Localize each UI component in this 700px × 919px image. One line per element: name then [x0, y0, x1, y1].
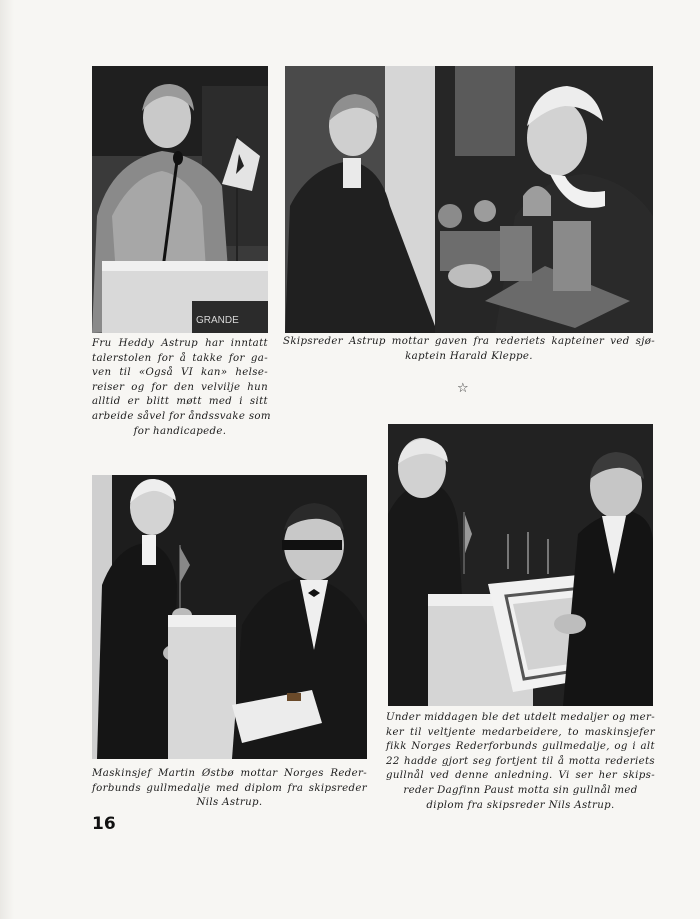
caption-line: forbunds gullmedalje med diplom fra skipsreder — [92, 782, 367, 794]
page-edge — [0, 0, 14, 919]
caption-line: arbeide såvel for åndssvake som — [92, 410, 271, 422]
caption-line: for handicapede. — [133, 425, 227, 437]
caption-line: alltid er blitt møtt med i sitt — [92, 396, 268, 408]
page-number: 16 — [92, 814, 116, 834]
caption-line: 22 hadde gjort seg fortjent til å motta rederiets — [386, 755, 655, 767]
caption-line: reder Dagfinn Paust motta sin gullnål med — [403, 784, 638, 796]
caption-line: Maskinsjef Martin Østbø mottar Norges Reder- — [92, 768, 367, 779]
photo-medal-handover — [92, 475, 367, 759]
caption-line: Fru Heddy Astrup har inntatt — [92, 338, 268, 349]
caption-diploma-presentation — [386, 711, 655, 813]
caption-line: talerstolen for å takke for ga- — [92, 352, 268, 364]
caption-line: diplom fra skipsreder Nils Astrup. — [426, 799, 615, 811]
caption-handshake-gift — [283, 335, 655, 364]
caption-line: ven til «Også VI kan» helse- — [92, 367, 268, 379]
photo-woman-at-lectern — [92, 66, 268, 333]
caption-medal-handover — [92, 767, 367, 811]
caption-woman-at-lectern — [92, 337, 271, 439]
caption-line: Skipsreder Astrup mottar gaven fra rederiets kapteiner ved sjø- — [283, 336, 655, 347]
lectern-sign-text: GRANDE — [196, 315, 239, 326]
caption-line: reiser og for den velvilje hun — [92, 381, 268, 393]
caption-line: gullnål ved denne anledning. Vi ser her skips- — [386, 770, 655, 782]
caption-line: Under middagen ble det utdelt medaljer og mer- — [386, 712, 655, 723]
caption-line: fikk Norges Rederforbunds gullmedalje, og i alt — [386, 741, 655, 753]
star-ornament-icon: ☆ — [457, 381, 469, 396]
caption-line: ker til veltjente medarbeidere, to maskinsjefer — [386, 726, 655, 738]
caption-line: kaptein Harald Kleppe. — [405, 350, 533, 362]
photo-diploma-presentation — [388, 424, 653, 706]
caption-line: Nils Astrup. — [196, 797, 263, 809]
photo-handshake-gift — [285, 66, 653, 333]
